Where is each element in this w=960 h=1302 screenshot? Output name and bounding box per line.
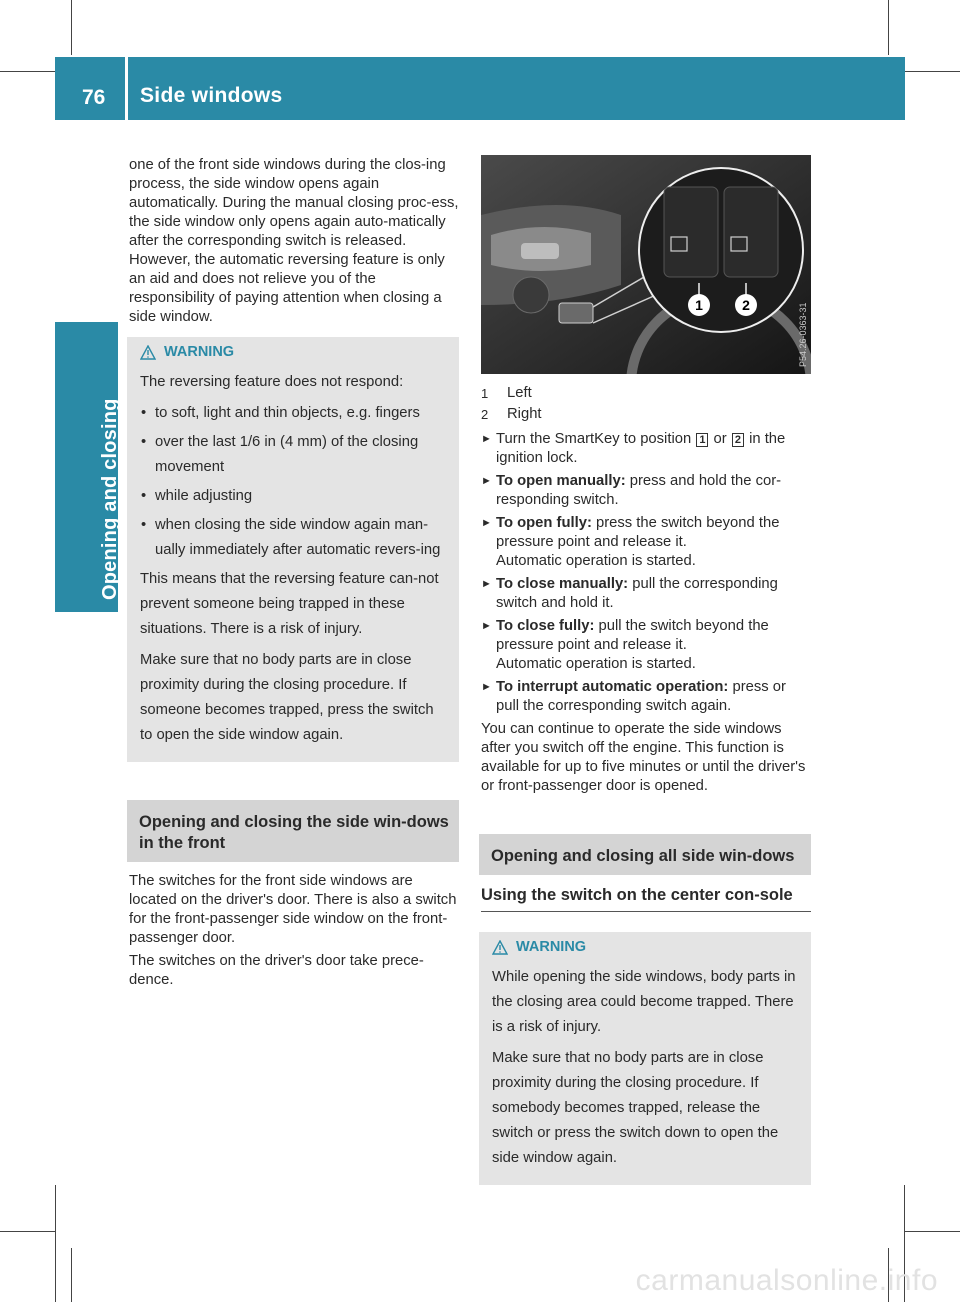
door-switch-illustration — [481, 155, 811, 374]
instruction-step — [481, 430, 811, 468]
instruction-step — [481, 617, 811, 674]
step-label: To close manually: — [496, 576, 629, 592]
step-note: Automatic operation is started. — [496, 656, 696, 672]
warning-title: WARNING — [164, 344, 235, 360]
warning-bullet: • while adjusting — [140, 484, 445, 509]
legend-number: 2 — [481, 407, 489, 422]
warning-paragraph: Make sure that no body parts are in close proximity during the closing procedure. If somebody becomes trapped, release the switch or press the switch down to open the side window again. — [492, 1050, 779, 1166]
key-position-1: 1 — [696, 433, 708, 447]
warning-bullet: • to soft, light and thin objects, e.g. fingers — [140, 401, 445, 426]
instruction-step — [481, 575, 811, 613]
step-label: To open fully: — [496, 515, 592, 531]
page-number: 76 — [82, 86, 106, 109]
section-heading: Opening and closing the side win-dows in the front — [127, 800, 459, 862]
warning-bullet: • over the last 1/6 in (4 mm) of the closing movement — [140, 430, 445, 480]
step-text: Turn the SmartKey to position — [496, 431, 696, 447]
page-title: Side windows — [140, 84, 283, 107]
crop-mark — [905, 71, 960, 72]
step-text: or — [709, 431, 731, 447]
crop-mark — [0, 71, 55, 72]
step-text: press the switch beyond the pressure point and release it. — [496, 515, 780, 550]
crop-mark — [905, 1231, 960, 1232]
warning-paragraph: Make sure that no body parts are in close proximity during the closing procedure. If someone becomes trapped, press the switch to open the side window again. — [140, 652, 434, 743]
warning-triangle-icon — [492, 940, 508, 955]
warning-header — [492, 938, 797, 957]
step-text: pull the corresponding switch and hold it. — [496, 576, 778, 611]
step-arrow-icon: ► — [481, 517, 492, 529]
warning-paragraph: This means that the reversing feature can-not prevent someone being trapped in these situations. There is a risk of injury. — [140, 571, 439, 637]
watermark: carmanualsonline.info — [635, 1264, 938, 1297]
crop-mark — [71, 1248, 72, 1302]
crop-mark — [71, 0, 72, 55]
legend-label: Left — [507, 385, 532, 401]
section-heading: Opening and closing all side win-dows — [479, 834, 811, 875]
warning-bullet: • when closing the side window again man-ually immediately after automatic revers-ing — [140, 513, 445, 563]
body-paragraph: You can continue to operate the side windows after you switch off the engine. This function is available for up to five minutes or until the driver's or front-passenger door is opened. — [481, 721, 806, 794]
warning-header — [140, 343, 445, 362]
warning-paragraph: While opening the side windows, body parts in the closing area could become trapped. There is a risk of injury. — [492, 969, 796, 1035]
step-text: press or pull the corresponding switch again. — [496, 679, 786, 714]
warning-lead: The reversing feature does not respond: — [140, 374, 404, 390]
instruction-step — [481, 472, 811, 510]
left-column — [129, 156, 459, 994]
step-arrow-icon: ► — [481, 475, 492, 487]
warning-title: WARNING — [516, 939, 587, 955]
intro-paragraph: one of the front side windows during the clos-ing process, the side window opens again automatically. During the manual closing proc-ess, the side window only opens again auto-matically after the corresponding switch is released. However, the automatic reversing feature is only an aid and does not relieve you of the responsibility of paying attention when closing a side window. — [129, 157, 459, 325]
legend-item — [481, 384, 811, 403]
legend-number: 1 — [481, 386, 489, 401]
crop-mark — [888, 0, 889, 55]
legend-item — [481, 405, 811, 424]
right-column — [481, 384, 811, 1185]
warning-bullet-list — [140, 401, 445, 563]
warning-box — [479, 932, 811, 1185]
body-paragraph: The switches on the driver's door take prece-dence. — [129, 953, 424, 988]
sub-heading: Using the switch on the center con-sole — [481, 885, 811, 912]
warning-box — [127, 337, 459, 762]
step-note: Automatic operation is started. — [496, 553, 696, 569]
key-position-2: 2 — [732, 433, 744, 447]
section-tab-label: Opening and closing — [99, 398, 121, 600]
door-switch-photo — [481, 155, 811, 374]
step-label: To open manually: — [496, 473, 626, 489]
callout-2: 2 — [742, 297, 750, 313]
instruction-step — [481, 514, 811, 571]
body-paragraph: The switches for the front side windows are located on the driver's door. There is also a switch for the front-passenger side window on the front-passenger door. — [129, 873, 457, 946]
instruction-step — [481, 678, 811, 716]
step-label: To interrupt automatic operation: — [496, 679, 729, 695]
header-divider — [125, 57, 128, 120]
warning-triangle-icon — [140, 345, 156, 360]
legend-label: Right — [507, 406, 542, 422]
step-text: pull the switch beyond the pressure point and release it. — [496, 618, 769, 653]
step-label: To close fully: — [496, 618, 595, 634]
crop-mark — [0, 1231, 55, 1232]
step-arrow-icon: ► — [481, 620, 492, 632]
crop-mark — [55, 1185, 56, 1302]
step-arrow-icon: ► — [481, 578, 492, 590]
figure-code: P54.26-0363-31 — [798, 302, 808, 367]
step-text: press and hold the cor-responding switch. — [496, 473, 782, 508]
step-arrow-icon: ► — [481, 433, 492, 445]
callout-1: 1 — [695, 297, 703, 313]
step-text: in the ignition lock. — [496, 431, 786, 466]
step-arrow-icon: ► — [481, 681, 492, 693]
